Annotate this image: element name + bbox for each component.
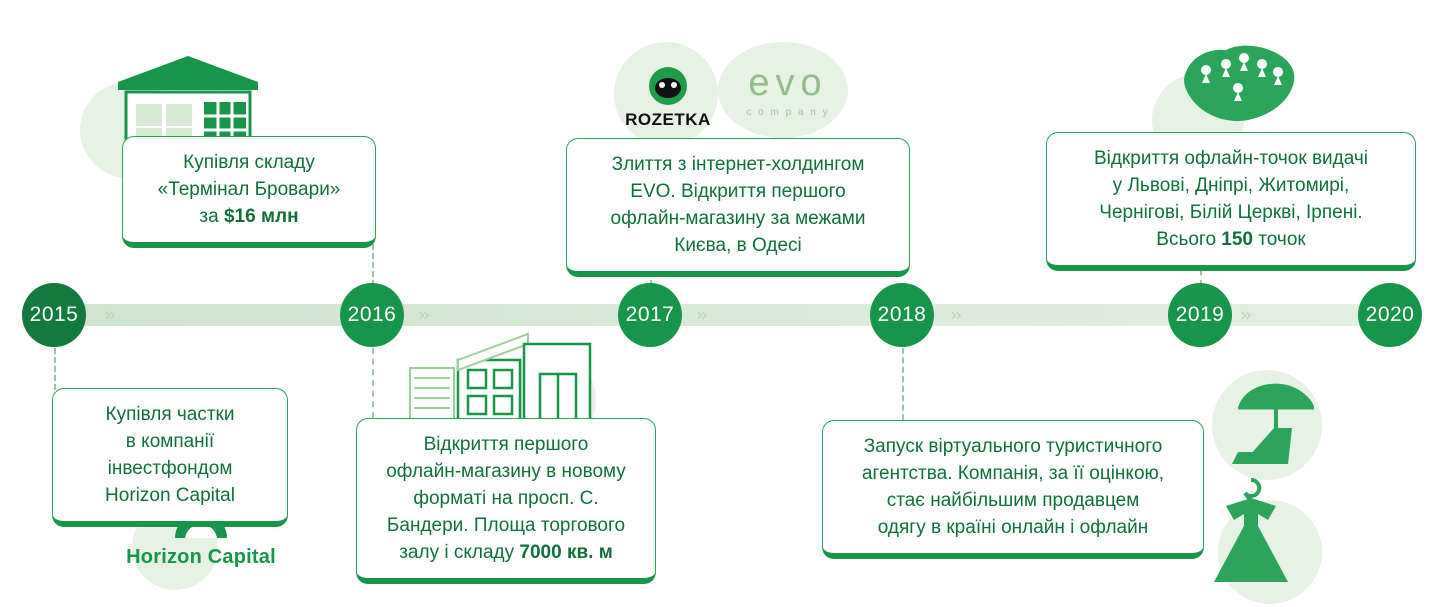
card-line: одягу в країні онлайн і офлайн <box>877 517 1149 538</box>
timeline-node-2018[interactable]: 2018 <box>870 283 934 347</box>
chevron-double-right-icon-2: ›› <box>418 304 428 326</box>
card-line: Horizon Capital <box>105 485 235 506</box>
card-line: Запуск віртуального туристичного <box>863 436 1163 457</box>
evo-subtitle: c o m p a n y <box>746 107 830 118</box>
timeline-node-2016[interactable]: 2016 <box>340 283 404 347</box>
timeline-node-2019[interactable]: 2019 <box>1168 283 1232 347</box>
connector-2015-down <box>54 348 56 390</box>
card-2018-travel <box>822 420 1204 559</box>
card-line-text: Всього <box>1156 229 1222 250</box>
card-highlight: 150 <box>1221 229 1253 250</box>
card-line: Злиття з інтернет-холдингом <box>611 154 865 175</box>
timeline-node-2017[interactable]: 2017 <box>618 283 682 347</box>
rozetka-logo-icon <box>616 66 720 130</box>
card-2016-store <box>356 418 656 584</box>
card-line: в компанії <box>125 431 215 452</box>
card-line: агентства. Компанія, за її оцінкою, <box>861 463 1165 484</box>
timeline-node-2015[interactable]: 2015 <box>22 283 86 347</box>
card-line <box>139 203 359 230</box>
card-line: офлайн-магазину за межами <box>610 208 866 229</box>
card-line: інвестфондом <box>107 458 233 479</box>
warehouse-icon <box>108 52 268 148</box>
card-line: EVO. Відкриття першого <box>630 181 846 202</box>
card-line: у Львові, Дніпрі, Житомирі, <box>1112 175 1350 196</box>
card-line: «Термінал Бровари» <box>157 179 341 200</box>
card-line: офлайн-магазину в новому <box>386 461 626 482</box>
card-2015-warehouse <box>122 136 376 248</box>
card-line: Чернігові, Білій Церкві, Ірпені. <box>1099 202 1363 223</box>
card-line: Києва, в Одесі <box>674 235 802 256</box>
card-line <box>373 539 639 566</box>
card-line-tail: точок <box>1253 229 1306 250</box>
dress-hanger-icon <box>1196 470 1306 594</box>
card-highlight: 7000 кв. м <box>519 542 613 563</box>
card-line: форматі на просп. С. <box>413 488 599 509</box>
chevron-double-right-icon-4: ›› <box>950 304 960 326</box>
beach-umbrella-chair-icon <box>1218 368 1338 480</box>
horizon-capital-wordmark: Horizon Capital <box>126 546 276 568</box>
timeline-node-2020[interactable]: 2020 <box>1358 283 1422 347</box>
evo-logo-icon <box>732 62 844 118</box>
card-line: Бандери. Площа торгового <box>386 515 626 536</box>
chevron-double-right-icon-3: ›› <box>696 304 706 326</box>
evo-wordmark: evo <box>748 62 828 104</box>
chevron-double-right-icon-5: ›› <box>1240 304 1250 326</box>
card-line <box>1063 226 1399 253</box>
rozetka-wordmark: ROZETKA <box>625 110 711 129</box>
card-line: Відкриття офлайн-точок видачі <box>1093 148 1369 169</box>
card-line: Купівля складу <box>183 152 315 173</box>
card-line: Купівля частки <box>105 404 235 425</box>
card-2015-horizon <box>52 388 288 527</box>
card-2019-pickup-points <box>1046 132 1416 271</box>
chevron-double-right-icon-1: ›› <box>104 304 114 326</box>
connector-2016-up <box>372 244 374 286</box>
connector-2016-down <box>372 348 374 418</box>
card-line: стає найбільшим продавцем <box>886 490 1140 511</box>
card-2017-evo <box>566 138 910 277</box>
ukraine-map-pins-icon <box>1172 28 1308 136</box>
card-line-text: за <box>199 206 224 227</box>
connector-2018-down <box>902 348 904 420</box>
card-line-text: залу і складу <box>399 542 520 563</box>
card-highlight: $16 млн <box>223 206 299 227</box>
card-line: Відкриття першого <box>423 434 589 455</box>
